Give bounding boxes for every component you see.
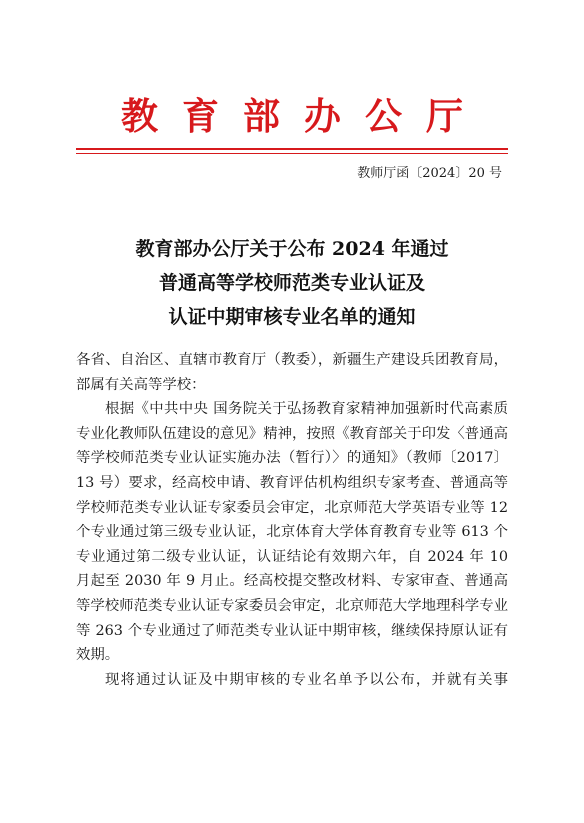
body-paragraph-1: 根据《中共中央 国务院关于弘扬教育家精神加强新时代高素质专业化教师队伍建设的意见》精神，按照《教育部关于印发〈普通高等学校师范类专业认证实施办法（暂行）〉的通知》（教师〔2017〕13 号）要求，经高校申请、教育评估机构组织专家考查、普通高等学校师范类专业认证专家委员会审定，北京师范大学英语专业等 12 个专业通过第三级专业认证，北京体育大学体育教育专业等 613 个专业通过第二级专业认证，认证结论有效期六年，自 2024 年 10 月起至 2030 年 9 月止。经高校提交整改材料、专家审查、普通高等学校师范类专业认证专家委员会审定，北京师范大学地理科学专业等 263 个专业通过了师范类专业认证中期审核，继续保持原认证有效期。 xyxy=(76,401,508,664)
title-line-2: 普通高等学校师范类专业认证及 xyxy=(158,272,425,294)
document-title xyxy=(0,232,584,334)
document-body xyxy=(76,348,508,692)
letterhead-title: 教育部办公厅 xyxy=(121,94,487,138)
letterhead-rule-thick xyxy=(76,148,508,150)
letterhead-rule-thin xyxy=(76,153,508,154)
document-number: 教师厅函〔2024〕20 号 xyxy=(357,166,502,181)
title-line-3: 认证中期审核专业名单的通知 xyxy=(168,306,416,328)
salutation: 各省、自治区、直辖市教育厅（教委），新疆生产建设兵团教育局，部属有关高等学校： xyxy=(76,352,508,393)
title-line-1: 教育部办公厅关于公布 2024 年通过 xyxy=(135,238,449,260)
body-paragraph-2: 现将通过认证及中期审核的专业名单予以公布，并就有关事 xyxy=(105,671,508,688)
